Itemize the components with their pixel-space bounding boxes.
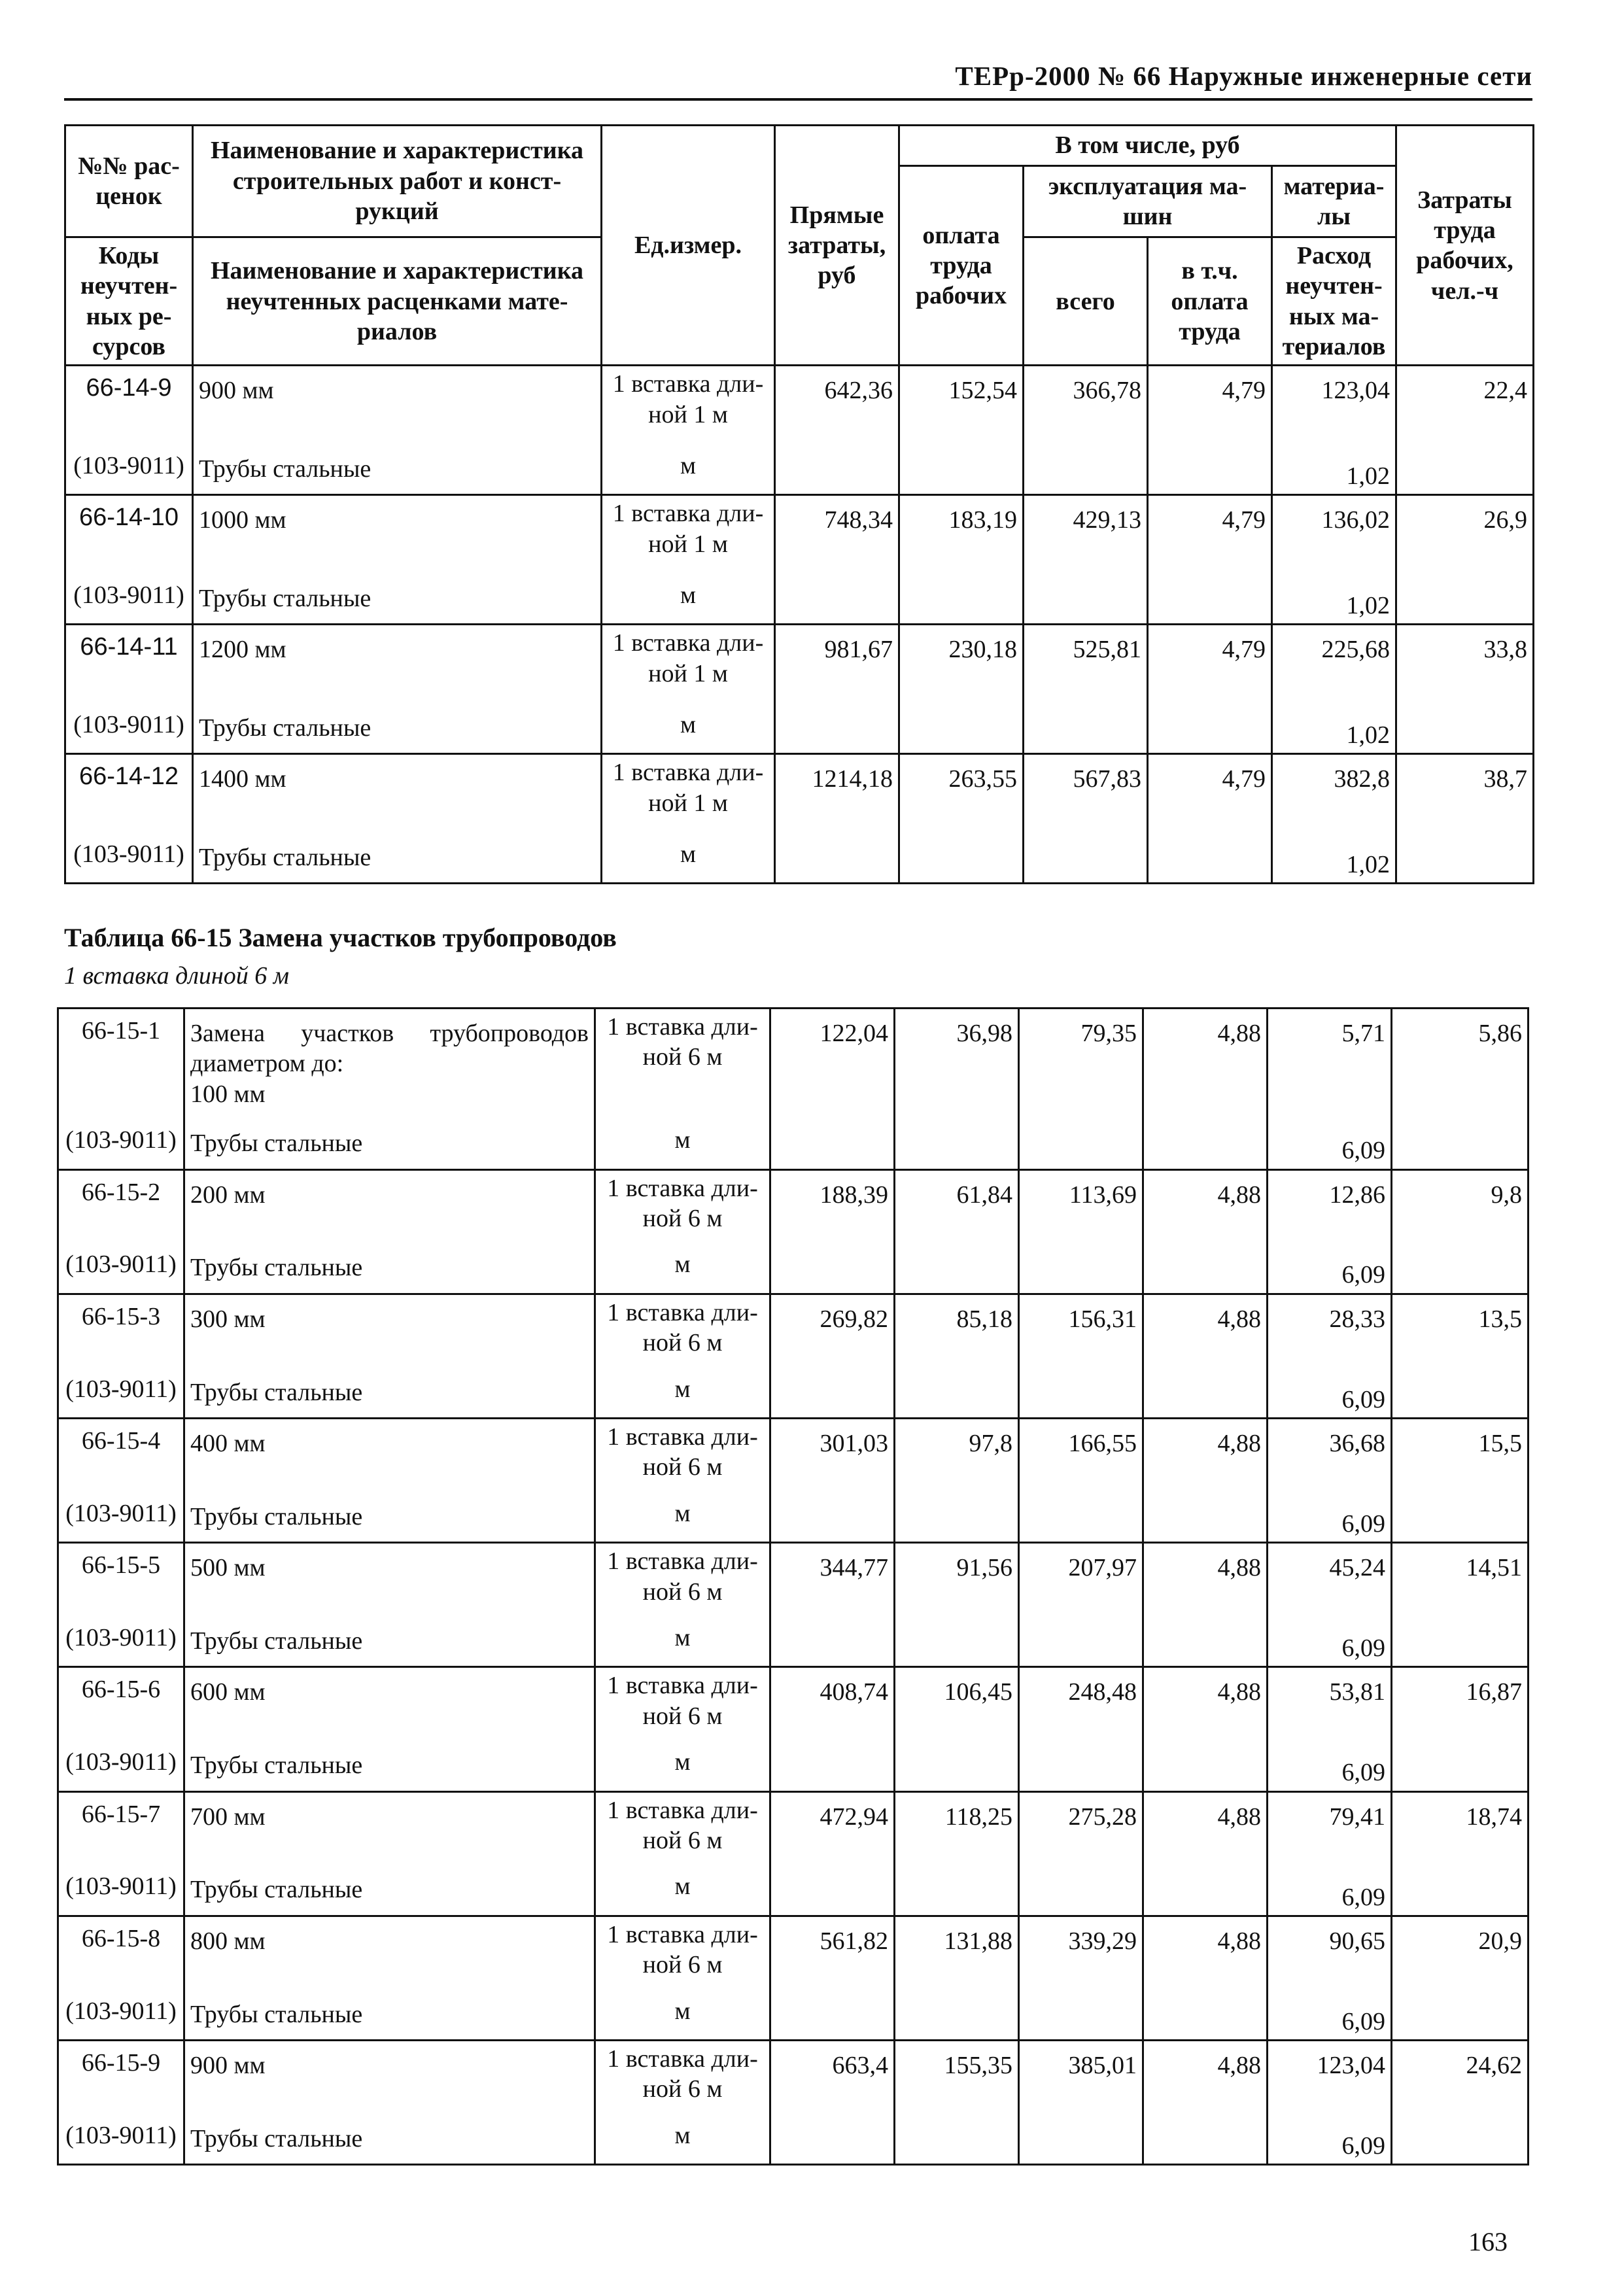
rates-table-66-15 bbox=[57, 1007, 1529, 2166]
work-name: Замена участков трубопроводов диаметром до: 100 мм bbox=[184, 1009, 595, 1113]
empty-cell bbox=[899, 567, 1024, 625]
header-direct-costs: Прямые затраты, руб bbox=[775, 126, 899, 366]
resource-row bbox=[58, 1236, 1529, 1294]
resource-row bbox=[58, 1610, 1529, 1667]
materials: 53,81 bbox=[1268, 1667, 1392, 1734]
machines-wages: 4,88 bbox=[1143, 2041, 1268, 2107]
wages: 85,18 bbox=[895, 1294, 1019, 1360]
header-wages: оплата труда рабочих bbox=[899, 166, 1024, 366]
unit: 1 вставка дли-ной 6 м bbox=[595, 1543, 770, 1610]
direct-costs: 188,39 bbox=[770, 1169, 895, 1236]
rates-table-66-14-body bbox=[65, 366, 1534, 884]
empty-cell bbox=[895, 1361, 1019, 1419]
empty-cell bbox=[770, 1112, 895, 1169]
rate-code: 66-15-1 bbox=[58, 1009, 184, 1113]
empty-cell bbox=[1024, 438, 1148, 495]
resource-code: (103-9011) bbox=[58, 1112, 184, 1169]
empty-cell bbox=[1019, 2107, 1143, 2165]
rate-row bbox=[58, 1543, 1529, 1610]
empty-cell bbox=[1392, 1858, 1529, 1916]
work-name: 400 мм bbox=[184, 1419, 595, 1485]
empty-cell bbox=[899, 438, 1024, 495]
materials: 123,04 bbox=[1268, 2041, 1392, 2107]
empty-cell bbox=[770, 1858, 895, 1916]
resource-name: Трубы стальные bbox=[184, 1485, 595, 1543]
labor-costs: 38,7 bbox=[1396, 754, 1534, 826]
rate-row bbox=[58, 1294, 1529, 1360]
resource-row bbox=[65, 697, 1534, 754]
machines-total: 525,81 bbox=[1024, 625, 1148, 697]
resource-quantity: 6,09 bbox=[1268, 2107, 1392, 2165]
work-name: 700 мм bbox=[184, 1791, 595, 1858]
resource-code: (103-9011) bbox=[65, 438, 193, 495]
empty-cell bbox=[1392, 1734, 1529, 1791]
empty-cell bbox=[1143, 1983, 1268, 2041]
wages: 36,98 bbox=[895, 1009, 1019, 1113]
materials: 28,33 bbox=[1268, 1294, 1392, 1360]
direct-costs: 561,82 bbox=[770, 1916, 895, 1982]
unit: 1 вставка дли-ной 6 м bbox=[595, 1667, 770, 1734]
materials: 5,71 bbox=[1268, 1009, 1392, 1113]
rate-code: 66-15-8 bbox=[58, 1916, 184, 1982]
wages: 152,54 bbox=[899, 366, 1024, 438]
resource-code: (103-9011) bbox=[58, 1236, 184, 1294]
resource-quantity: 6,09 bbox=[1268, 1983, 1392, 2041]
resource-unit: м bbox=[595, 1734, 770, 1791]
resource-name: Трубы стальные bbox=[184, 1610, 595, 1667]
resource-unit: м bbox=[602, 438, 775, 495]
work-name: 200 мм bbox=[184, 1169, 595, 1236]
labor-costs: 14,51 bbox=[1392, 1543, 1529, 1610]
rate-row bbox=[58, 1419, 1529, 1485]
work-name: 900 мм bbox=[193, 366, 602, 438]
empty-cell bbox=[1143, 1361, 1268, 1419]
empty-cell bbox=[770, 1485, 895, 1543]
empty-cell bbox=[1143, 1858, 1268, 1916]
materials: 90,65 bbox=[1268, 1916, 1392, 1982]
resource-quantity: 1,02 bbox=[1272, 567, 1396, 625]
empty-cell bbox=[1143, 1112, 1268, 1169]
wages: 183,19 bbox=[899, 495, 1024, 567]
direct-costs: 344,77 bbox=[770, 1543, 895, 1610]
resource-unit: м bbox=[602, 567, 775, 625]
unit: 1 вставка дли-ной 6 м bbox=[595, 1009, 770, 1113]
empty-cell bbox=[1396, 438, 1534, 495]
empty-cell bbox=[1019, 1983, 1143, 2041]
empty-cell bbox=[1143, 1485, 1268, 1543]
machines-wages: 4,88 bbox=[1143, 1294, 1268, 1360]
machines-wages: 4,79 bbox=[1148, 754, 1272, 826]
rate-code: 66-15-9 bbox=[58, 2041, 184, 2107]
resource-name: Трубы стальные bbox=[184, 1983, 595, 2041]
table-subtitle: 1 вставка длиной 6 м bbox=[64, 962, 289, 990]
resource-row bbox=[58, 1361, 1529, 1419]
empty-cell bbox=[1392, 1361, 1529, 1419]
resource-name: Трубы стальные bbox=[184, 1236, 595, 1294]
direct-costs: 981,67 bbox=[775, 625, 899, 697]
empty-cell bbox=[1143, 1734, 1268, 1791]
rate-code: 66-15-7 bbox=[58, 1791, 184, 1858]
direct-costs: 472,94 bbox=[770, 1791, 895, 1858]
work-name: 900 мм bbox=[184, 2041, 595, 2107]
direct-costs: 301,03 bbox=[770, 1419, 895, 1485]
machines-total: 156,31 bbox=[1019, 1294, 1143, 1360]
empty-cell bbox=[1019, 1734, 1143, 1791]
direct-costs: 748,34 bbox=[775, 495, 899, 567]
empty-cell bbox=[899, 697, 1024, 754]
header-work-name: Наименование и характеристика строительных работ и конст-рукций bbox=[193, 126, 602, 237]
machines-total: 385,01 bbox=[1019, 2041, 1143, 2107]
empty-cell bbox=[770, 1983, 895, 2041]
empty-cell bbox=[1392, 1610, 1529, 1667]
header-unit: Ед.измер. bbox=[602, 126, 775, 366]
resource-row bbox=[65, 826, 1534, 884]
work-name: 1400 мм bbox=[193, 754, 602, 826]
labor-costs: 9,8 bbox=[1392, 1169, 1529, 1236]
header-resource-codes: Коды неучтен-ных ре-сурсов bbox=[65, 237, 193, 366]
wages: 155,35 bbox=[895, 2041, 1019, 2107]
empty-cell bbox=[770, 1236, 895, 1294]
wages: 97,8 bbox=[895, 1419, 1019, 1485]
unit: 1 вставка дли-ной 1 м bbox=[602, 754, 775, 826]
empty-cell bbox=[1019, 1236, 1143, 1294]
wages: 230,18 bbox=[899, 625, 1024, 697]
empty-cell bbox=[1019, 1858, 1143, 1916]
machines-total: 113,69 bbox=[1019, 1169, 1143, 1236]
materials: 382,8 bbox=[1272, 754, 1396, 826]
labor-costs: 16,87 bbox=[1392, 1667, 1529, 1734]
resource-name: Трубы стальные bbox=[184, 1858, 595, 1916]
empty-cell bbox=[895, 1610, 1019, 1667]
resource-code: (103-9011) bbox=[58, 1361, 184, 1419]
materials: 123,04 bbox=[1272, 366, 1396, 438]
empty-cell bbox=[1392, 1983, 1529, 2041]
header-resource-name: Наименование и характеристика неучтенных расценками мате-риалов bbox=[193, 237, 602, 366]
machines-wages: 4,88 bbox=[1143, 1543, 1268, 1610]
machines-wages: 4,79 bbox=[1148, 495, 1272, 567]
unit: 1 вставка дли-ной 6 м bbox=[595, 1791, 770, 1858]
machines-total: 429,13 bbox=[1024, 495, 1148, 567]
header-machines-total: всего bbox=[1024, 237, 1148, 366]
empty-cell bbox=[1396, 826, 1534, 884]
table-title: Таблица 66-15 Замена участков трубопроводов bbox=[64, 923, 617, 952]
rate-code: 66-15-5 bbox=[58, 1543, 184, 1610]
wages: 118,25 bbox=[895, 1791, 1019, 1858]
empty-cell bbox=[770, 1610, 895, 1667]
empty-cell bbox=[1019, 1112, 1143, 1169]
resource-unit: м bbox=[602, 826, 775, 884]
rate-code: 66-15-2 bbox=[58, 1169, 184, 1236]
resource-quantity: 6,09 bbox=[1268, 1858, 1392, 1916]
resource-code: (103-9011) bbox=[58, 1983, 184, 2041]
resource-unit: м bbox=[595, 1112, 770, 1169]
empty-cell bbox=[775, 567, 899, 625]
header-materials: материа-лы bbox=[1272, 166, 1396, 237]
wages: 106,45 bbox=[895, 1667, 1019, 1734]
resource-quantity: 6,09 bbox=[1268, 1361, 1392, 1419]
rates-table-66-15-body bbox=[58, 1009, 1529, 2165]
rate-code: 66-15-4 bbox=[58, 1419, 184, 1485]
empty-cell bbox=[1392, 2107, 1529, 2165]
resource-quantity: 1,02 bbox=[1272, 826, 1396, 884]
work-name: 1200 мм bbox=[193, 625, 602, 697]
resource-quantity: 1,02 bbox=[1272, 438, 1396, 495]
empty-cell bbox=[775, 826, 899, 884]
resource-row bbox=[58, 1112, 1529, 1169]
empty-cell bbox=[1148, 826, 1272, 884]
resource-name: Трубы стальные bbox=[184, 2107, 595, 2165]
machines-total: 275,28 bbox=[1019, 1791, 1143, 1858]
resource-unit: м bbox=[595, 1610, 770, 1667]
rate-row bbox=[65, 625, 1534, 697]
empty-cell bbox=[1396, 567, 1534, 625]
unit: 1 вставка дли-ной 6 м bbox=[595, 1169, 770, 1236]
resource-unit: м bbox=[602, 697, 775, 754]
running-header: ТЕРр-2000 № 66 Наружные инженерные сети bbox=[955, 61, 1532, 91]
rate-row bbox=[65, 495, 1534, 567]
wages: 91,56 bbox=[895, 1543, 1019, 1610]
rate-row bbox=[65, 366, 1534, 438]
resource-unit: м bbox=[595, 1983, 770, 2041]
resource-quantity: 6,09 bbox=[1268, 1485, 1392, 1543]
empty-cell bbox=[770, 1361, 895, 1419]
work-name: 300 мм bbox=[184, 1294, 595, 1360]
resource-unit: м bbox=[595, 1485, 770, 1543]
empty-cell bbox=[1148, 438, 1272, 495]
empty-cell bbox=[1143, 1610, 1268, 1667]
labor-costs: 15,5 bbox=[1392, 1419, 1529, 1485]
empty-cell bbox=[1019, 1610, 1143, 1667]
machines-wages: 4,79 bbox=[1148, 625, 1272, 697]
direct-costs: 408,74 bbox=[770, 1667, 895, 1734]
empty-cell bbox=[895, 1734, 1019, 1791]
empty-cell bbox=[1024, 567, 1148, 625]
header-rule bbox=[64, 98, 1532, 101]
rate-row bbox=[58, 1791, 1529, 1858]
machines-total: 339,29 bbox=[1019, 1916, 1143, 1982]
machines-wages: 4,79 bbox=[1148, 366, 1272, 438]
resource-quantity: 6,09 bbox=[1268, 1610, 1392, 1667]
resource-unit: м bbox=[595, 1858, 770, 1916]
materials: 45,24 bbox=[1268, 1543, 1392, 1610]
unit: 1 вставка дли-ной 6 м bbox=[595, 2041, 770, 2107]
unit: 1 вставка дли-ной 1 м bbox=[602, 625, 775, 697]
direct-costs: 1214,18 bbox=[775, 754, 899, 826]
resource-name: Трубы стальные bbox=[184, 1361, 595, 1419]
header-resource-consumption: Расход неучтен-ных ма-териалов bbox=[1272, 237, 1396, 366]
resource-code: (103-9011) bbox=[65, 826, 193, 884]
header-labor: Затраты труда рабочих, чел.-ч bbox=[1396, 126, 1534, 366]
header-machines: эксплуатация ма-шин bbox=[1024, 166, 1272, 237]
page-number: 163 bbox=[1468, 2227, 1508, 2256]
resource-code: (103-9011) bbox=[58, 2107, 184, 2165]
empty-cell bbox=[1143, 1236, 1268, 1294]
labor-costs: 26,9 bbox=[1396, 495, 1534, 567]
machines-wages: 4,88 bbox=[1143, 1419, 1268, 1485]
resource-code: (103-9011) bbox=[65, 697, 193, 754]
labor-costs: 24,62 bbox=[1392, 2041, 1529, 2107]
resource-unit: м bbox=[595, 1236, 770, 1294]
resource-code: (103-9011) bbox=[65, 567, 193, 625]
machines-wages: 4,88 bbox=[1143, 1169, 1268, 1236]
rate-code: 66-15-3 bbox=[58, 1294, 184, 1360]
empty-cell bbox=[1396, 697, 1534, 754]
resource-name: Трубы стальные bbox=[184, 1112, 595, 1169]
labor-costs: 18,74 bbox=[1392, 1791, 1529, 1858]
materials: 136,02 bbox=[1272, 495, 1396, 567]
resource-name: Трубы стальные bbox=[184, 1734, 595, 1791]
rate-row bbox=[58, 1667, 1529, 1734]
empty-cell bbox=[895, 1485, 1019, 1543]
unit: 1 вставка дли-ной 1 м bbox=[602, 366, 775, 438]
resource-name: Трубы стальные bbox=[193, 438, 602, 495]
resource-code: (103-9011) bbox=[58, 1734, 184, 1791]
resource-row bbox=[58, 1983, 1529, 2041]
empty-cell bbox=[1148, 697, 1272, 754]
labor-costs: 33,8 bbox=[1396, 625, 1534, 697]
machines-wages: 4,88 bbox=[1143, 1791, 1268, 1858]
resource-row bbox=[58, 1858, 1529, 1916]
resource-unit: м bbox=[595, 2107, 770, 2165]
empty-cell bbox=[1392, 1485, 1529, 1543]
resource-code: (103-9011) bbox=[58, 1485, 184, 1543]
resource-code: (103-9011) bbox=[58, 1858, 184, 1916]
work-name: 600 мм bbox=[184, 1667, 595, 1734]
machines-wages: 4,88 bbox=[1143, 1009, 1268, 1113]
empty-cell bbox=[1019, 1485, 1143, 1543]
empty-cell bbox=[1024, 697, 1148, 754]
empty-cell bbox=[775, 438, 899, 495]
empty-cell bbox=[770, 1734, 895, 1791]
materials: 79,41 bbox=[1268, 1791, 1392, 1858]
empty-cell bbox=[895, 1983, 1019, 2041]
wages: 263,55 bbox=[899, 754, 1024, 826]
empty-cell bbox=[1392, 1236, 1529, 1294]
materials: 36,68 bbox=[1268, 1419, 1392, 1485]
machines-wages: 4,88 bbox=[1143, 1916, 1268, 1982]
unit: 1 вставка дли-ной 6 м bbox=[595, 1294, 770, 1360]
empty-cell bbox=[1143, 2107, 1268, 2165]
resource-quantity: 6,09 bbox=[1268, 1236, 1392, 1294]
direct-costs: 642,36 bbox=[775, 366, 899, 438]
direct-costs: 122,04 bbox=[770, 1009, 895, 1113]
machines-total: 248,48 bbox=[1019, 1667, 1143, 1734]
work-name: 800 мм bbox=[184, 1916, 595, 1982]
unit: 1 вставка дли-ной 1 м bbox=[602, 495, 775, 567]
resource-row bbox=[58, 2107, 1529, 2165]
direct-costs: 663,4 bbox=[770, 2041, 895, 2107]
work-name: 500 мм bbox=[184, 1543, 595, 1610]
resource-name: Трубы стальные bbox=[193, 567, 602, 625]
rate-row bbox=[65, 754, 1534, 826]
header-machines-wages: в т.ч. оплата труда bbox=[1148, 237, 1272, 366]
rates-table-66-14 bbox=[64, 124, 1534, 884]
materials: 12,86 bbox=[1268, 1169, 1392, 1236]
rate-row bbox=[58, 1009, 1529, 1113]
empty-cell bbox=[895, 2107, 1019, 2165]
rate-row bbox=[58, 1169, 1529, 1236]
resource-unit: м bbox=[595, 1361, 770, 1419]
materials: 225,68 bbox=[1272, 625, 1396, 697]
rate-row bbox=[58, 1916, 1529, 1982]
empty-cell bbox=[895, 1112, 1019, 1169]
wages: 61,84 bbox=[895, 1169, 1019, 1236]
rate-code: 66-14-9 bbox=[65, 366, 193, 438]
machines-total: 567,83 bbox=[1024, 754, 1148, 826]
resource-name: Трубы стальные bbox=[193, 697, 602, 754]
labor-costs: 22,4 bbox=[1396, 366, 1534, 438]
resource-name: Трубы стальные bbox=[193, 826, 602, 884]
machines-wages: 4,88 bbox=[1143, 1667, 1268, 1734]
resource-row bbox=[65, 438, 1534, 495]
direct-costs: 269,82 bbox=[770, 1294, 895, 1360]
wages: 131,88 bbox=[895, 1916, 1019, 1982]
empty-cell bbox=[899, 826, 1024, 884]
work-name: 1000 мм bbox=[193, 495, 602, 567]
rate-code: 66-14-10 bbox=[65, 495, 193, 567]
empty-cell bbox=[775, 697, 899, 754]
header-including: В том числе, руб bbox=[899, 126, 1396, 166]
header-rate-no: №№ рас-ценок bbox=[65, 126, 193, 237]
resource-quantity: 6,09 bbox=[1268, 1734, 1392, 1791]
machines-total: 366,78 bbox=[1024, 366, 1148, 438]
resource-quantity: 6,09 bbox=[1268, 1112, 1392, 1169]
rate-code: 66-14-12 bbox=[65, 754, 193, 826]
resource-quantity: 1,02 bbox=[1272, 697, 1396, 754]
machines-total: 79,35 bbox=[1019, 1009, 1143, 1113]
empty-cell bbox=[1019, 1361, 1143, 1419]
empty-cell bbox=[895, 1236, 1019, 1294]
unit: 1 вставка дли-ной 6 м bbox=[595, 1419, 770, 1485]
resource-row bbox=[65, 567, 1534, 625]
empty-cell bbox=[770, 2107, 895, 2165]
rate-code: 66-14-11 bbox=[65, 625, 193, 697]
empty-cell bbox=[895, 1858, 1019, 1916]
rate-code: 66-15-6 bbox=[58, 1667, 184, 1734]
empty-cell bbox=[1024, 826, 1148, 884]
resource-row bbox=[58, 1485, 1529, 1543]
labor-costs: 20,9 bbox=[1392, 1916, 1529, 1982]
empty-cell bbox=[1392, 1112, 1529, 1169]
unit: 1 вставка дли-ной 6 м bbox=[595, 1916, 770, 1982]
resource-code: (103-9011) bbox=[58, 1610, 184, 1667]
empty-cell bbox=[1148, 567, 1272, 625]
resource-row bbox=[58, 1734, 1529, 1791]
labor-costs: 13,5 bbox=[1392, 1294, 1529, 1360]
machines-total: 166,55 bbox=[1019, 1419, 1143, 1485]
machines-total: 207,97 bbox=[1019, 1543, 1143, 1610]
labor-costs: 5,86 bbox=[1392, 1009, 1529, 1113]
rate-row bbox=[58, 2041, 1529, 2107]
